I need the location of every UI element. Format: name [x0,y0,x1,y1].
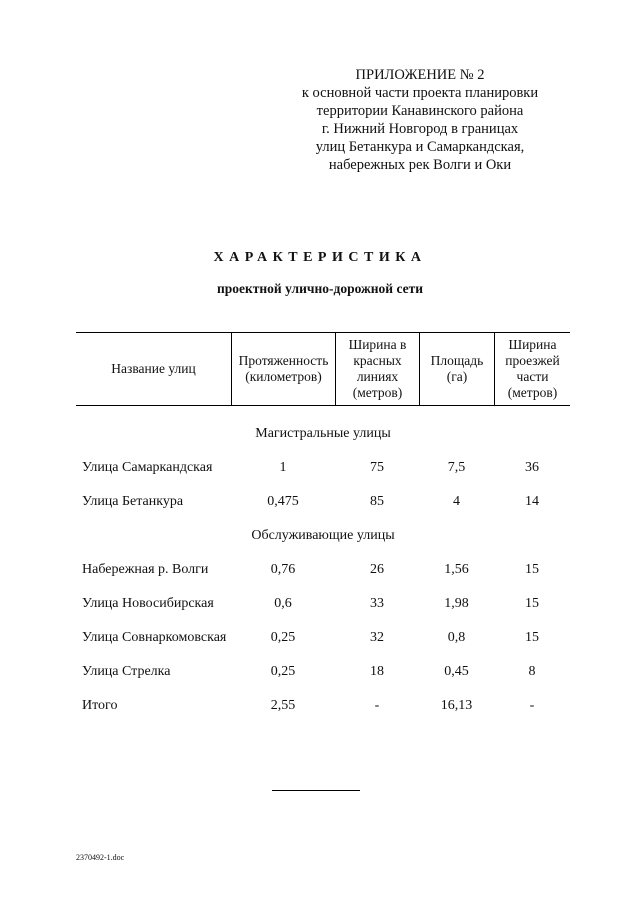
row-spacer [76,443,570,459]
row-spacer [76,545,570,561]
value-cell: 15 [525,596,539,611]
header-street-name: Название улиц [111,361,196,376]
table-row [76,697,570,714]
value-cell: 0,45 [444,664,469,679]
value-cell: 15 [525,630,539,645]
value-cell: 1,56 [444,562,469,577]
value-cell: 16,13 [440,698,473,713]
appendix-line: улиц Бетанкура и Самаркандская, [315,139,525,155]
appendix-line: ПРИЛОЖЕНИЕ № 2 [355,67,485,83]
value-cell: 2,55 [270,698,296,713]
table-row [76,493,570,510]
row-spacer [76,578,570,595]
value-cell: 18 [370,664,384,679]
value-cell: 0,6 [274,596,292,611]
value-cell: 26 [370,562,384,577]
appendix-line: территории Канавинского района [316,103,524,119]
street-network-table [76,332,570,714]
value-cell: 0,25 [270,664,296,679]
appendix-line: г. Нижний Новгород в границах [321,121,519,137]
table-body [76,406,570,714]
value-cell: - [529,698,535,713]
header-carriageway-width: Ширина проезжей части (метров) [494,333,570,405]
row-spacer [76,680,570,697]
street-name-cell: Улица Новосибирская [82,596,214,611]
street-name-cell: Улица Самаркандская [82,460,213,475]
value-cell: 15 [525,562,539,577]
street-name-cell: Улица Совнаркомовская [82,630,227,645]
header-area: Площадь (га) [419,333,494,405]
street-name-cell: Итого [82,698,118,713]
value-cell: 7,5 [447,460,466,475]
value-cell: 1,98 [444,596,469,611]
header-length: Протяженность (километров) [231,333,335,405]
value-cell: 0,475 [267,494,299,509]
value-cell: 8 [528,664,536,679]
table-row [76,629,570,646]
row-spacer [76,476,570,493]
closing-divider [272,790,360,791]
row-spacer [76,612,570,629]
header-red-line-width: Ширина в красных линиях (метров) [335,333,419,405]
value-cell: 1 [279,460,287,475]
table-row [76,561,570,578]
value-cell: 85 [370,494,384,509]
section-title: Магистральные улицы [255,426,391,441]
value-cell: 0,76 [270,562,296,577]
row-spacer [76,646,570,663]
value-cell: 14 [525,494,539,509]
appendix-block [270,66,570,174]
document-title: ХАРАКТЕРИСТИКА [213,250,427,265]
value-cell: 0,8 [447,630,466,645]
table-header [76,332,570,406]
table-row [76,459,570,476]
section-title: Обслуживающие улицы [251,528,395,543]
value-cell: 33 [370,596,384,611]
row-spacer [76,510,570,527]
file-reference: 2370492-1.doc [76,853,125,862]
street-name-cell: Набережная р. Волги [82,562,209,577]
value-cell: 4 [453,494,460,509]
street-name-cell: Улица Стрелка [82,664,171,679]
value-cell: 36 [525,460,539,475]
table-row [76,595,570,612]
table-row [76,663,570,680]
appendix-line: к основной части проекта планировки [301,85,539,101]
street-name-cell: Улица Бетанкура [82,494,184,509]
appendix-line: набережных рек Волги и Оки [328,157,512,173]
value-cell: 0,25 [270,630,296,645]
value-cell: 32 [370,630,384,645]
value-cell: 75 [370,460,384,475]
value-cell: - [374,698,380,713]
document-subtitle: проектной улично-дорожной сети [216,281,424,296]
row-spacer [76,406,570,425]
